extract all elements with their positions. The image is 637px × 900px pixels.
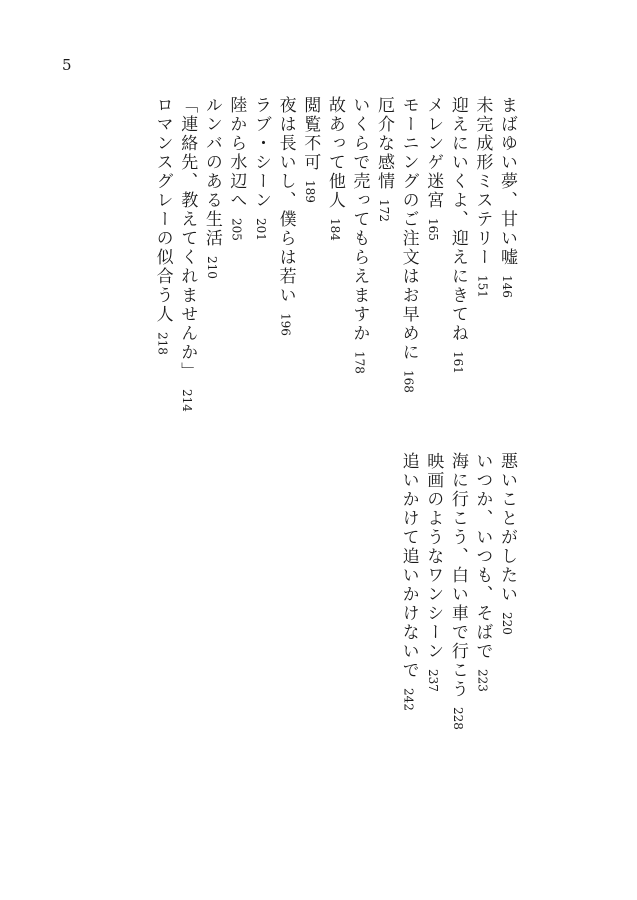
toc-entry-page: 220 — [500, 612, 514, 635]
toc-entry — [400, 96, 417, 393]
toc-entry-page: 218 — [155, 332, 170, 355]
toc-entry-title: メレンゲ迷宮 — [423, 96, 444, 210]
toc-entry-page: 201 — [254, 218, 268, 241]
toc-entry-title: 「連絡先、教えてくれませんか」 — [177, 96, 198, 381]
toc-entry-page: 214 — [180, 389, 195, 412]
toc-entry-title: いつか、いつも、そばで — [472, 452, 493, 661]
toc-entry-page: 161 — [450, 351, 465, 374]
toc-entry-title: 厄介な感情 — [374, 96, 394, 191]
toc-lower-block — [77, 452, 577, 792]
toc-entry — [177, 96, 198, 412]
toc-entry-page: 146 — [500, 275, 514, 298]
toc-entry-page: 168 — [401, 370, 416, 393]
toc-entry-page: 178 — [352, 351, 367, 374]
toc-entry-page: 196 — [278, 313, 293, 336]
page-number: 5 — [62, 56, 72, 74]
toc-entry — [252, 96, 269, 241]
toc-upper-block — [77, 96, 577, 436]
toc-entry-page: 223 — [475, 669, 490, 692]
toc-entry — [472, 96, 493, 298]
toc-entry-page: 237 — [426, 669, 441, 692]
toc-entry-title: いくらで売ってもらえますか — [349, 96, 370, 343]
toc-entry — [277, 96, 294, 336]
toc-entry — [449, 96, 466, 374]
toc-entry-title: 悪いことがしたい — [497, 452, 517, 604]
toc-entry — [498, 96, 515, 298]
toc-entry — [300, 96, 321, 203]
toc-entry-title: ラブ・シーン — [251, 96, 271, 210]
toc-entry-page: 205 — [229, 218, 244, 241]
toc-entry-title: 陸から水辺へ — [226, 96, 247, 210]
toc-entry — [326, 96, 343, 241]
toc-entry-page: 151 — [475, 275, 490, 298]
toc-entry-page: 189 — [303, 180, 318, 203]
toc-entry — [226, 96, 247, 241]
toc-entry — [472, 452, 493, 692]
toc-entry-title: 海に行こう、白い車で行こう — [447, 452, 468, 699]
toc-entry-title: 閲覧不可 — [300, 96, 321, 172]
toc-entry-title: 未完成形ミステリー — [472, 96, 493, 267]
toc-entry — [154, 96, 171, 355]
toc-entry-title: 故あって他人 — [324, 96, 345, 210]
toc-entry — [203, 96, 220, 279]
toc-entry — [423, 452, 444, 692]
toc-entry-title: 夜は長いし、僕らは若い — [275, 96, 296, 305]
toc-entry-title: 追いかけて追いかけないで — [398, 452, 419, 680]
toc-entry — [423, 96, 444, 241]
toc-entry-page: 228 — [450, 707, 465, 730]
toc-entry-page: 165 — [426, 218, 441, 241]
toc-entry — [400, 452, 417, 711]
toc-entry-title: まばゆい夢、甘い嘘 — [497, 96, 517, 267]
toc-entry — [375, 96, 392, 222]
toc-entry — [349, 96, 370, 374]
toc-entry-page: 242 — [401, 688, 416, 711]
toc-entry — [449, 452, 466, 730]
toc-entry-page: 210 — [204, 256, 219, 279]
toc-entry-page: 184 — [327, 218, 342, 241]
toc-entry-page: 172 — [377, 199, 391, 222]
toc-entry-title: 映画のようなワンシーン — [423, 452, 444, 661]
toc-entry-title: 迎えにいくよ、迎えにきてね — [447, 96, 468, 343]
toc-entry-title: ロマンスグレーの似合う人 — [152, 96, 173, 324]
toc-entry — [498, 452, 515, 635]
toc-entry-title: ルンバのある生活 — [201, 96, 222, 248]
toc-entry-title: モーニングのご注文はお早めに — [398, 96, 419, 362]
